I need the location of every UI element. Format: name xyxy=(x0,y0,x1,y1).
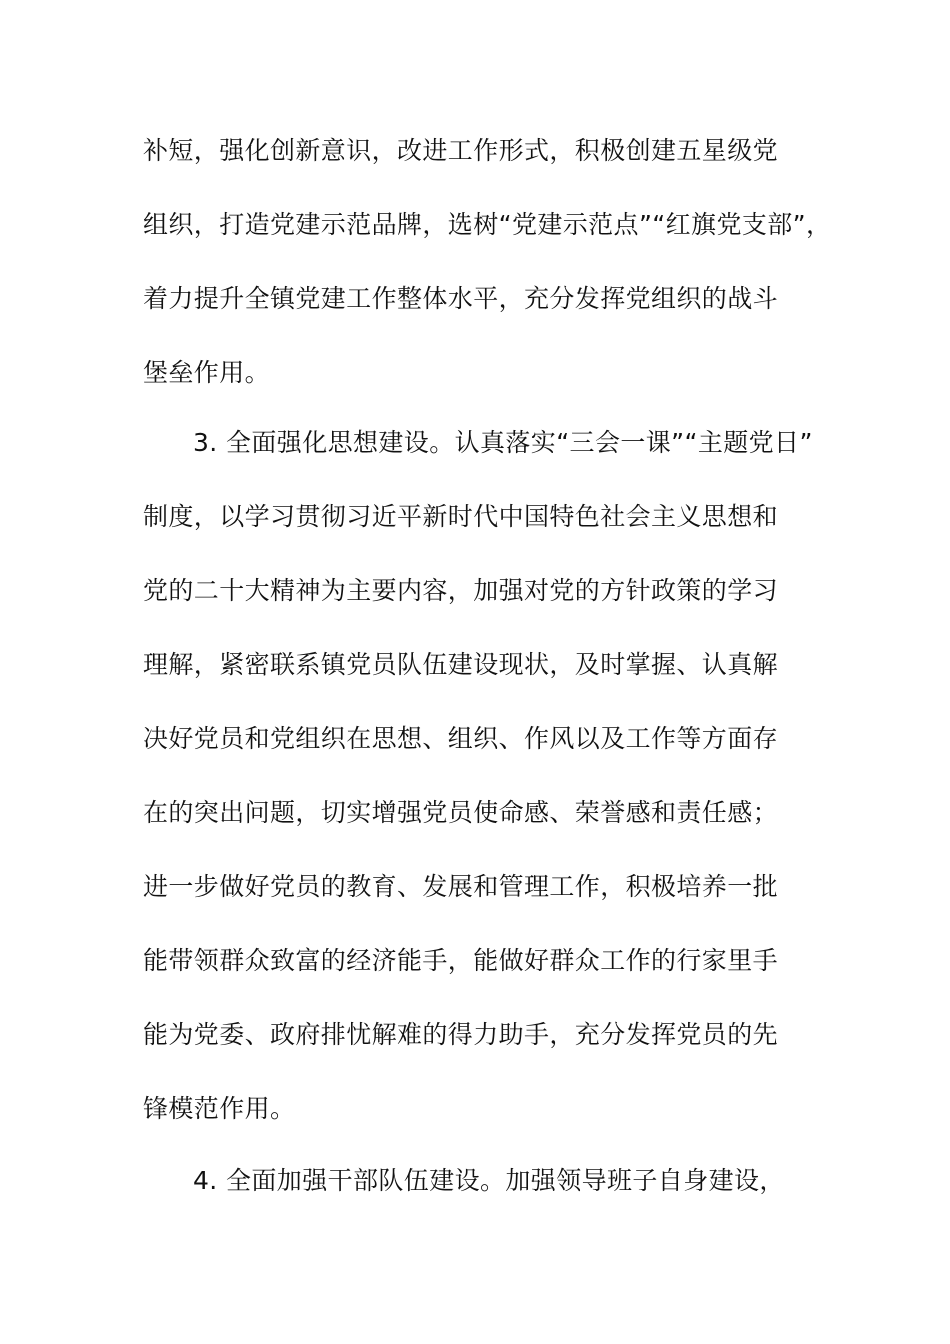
paragraph-line: 在的突出问题，切实增强党员使命感、荣誉感和责任感； xyxy=(143,798,779,827)
paragraph-line: 着力提升全镇党建工作整体水平，充分发挥党组织的战斗 xyxy=(143,284,779,313)
paragraph-line: 能为党委、政府排忧解难的得力助手，充分发挥党员的先 xyxy=(143,1020,779,1049)
paragraph-line: 党的二十大精神为主要内容，加强对党的方针政策的学习 xyxy=(143,576,779,605)
paragraph-line: 决好党员和党组织在思想、组织、作风以及工作等方面存 xyxy=(143,724,779,753)
paragraph-line: 能带领群众致富的经济能手，能做好群众工作的行家里手 xyxy=(143,946,779,975)
section-heading-line: 4. 全面加强干部队伍建设。加强领导班子自身建设， xyxy=(193,1166,785,1195)
section-heading-line: 3. 全面强化思想建设。认真落实“三会一课”“主题党日” xyxy=(193,428,813,457)
paragraph-line: 组织，打造党建示范品牌，选树“党建示范点”“红旗党支部”， xyxy=(143,210,832,239)
paragraph-line: 制度，以学习贯彻习近平新时代中国特色社会主义思想和 xyxy=(143,502,779,531)
paragraph-line: 理解，紧密联系镇党员队伍建设现状，及时掌握、认真解 xyxy=(143,650,779,679)
paragraph-line: 锋模范作用。 xyxy=(143,1094,296,1123)
paragraph-line: 堡垒作用。 xyxy=(143,358,271,387)
paragraph-line: 补短，强化创新意识，改进工作形式，积极创建五星级党 xyxy=(143,136,779,165)
paragraph-line: 进一步做好党员的教育、发展和管理工作，积极培养一批 xyxy=(143,872,779,901)
